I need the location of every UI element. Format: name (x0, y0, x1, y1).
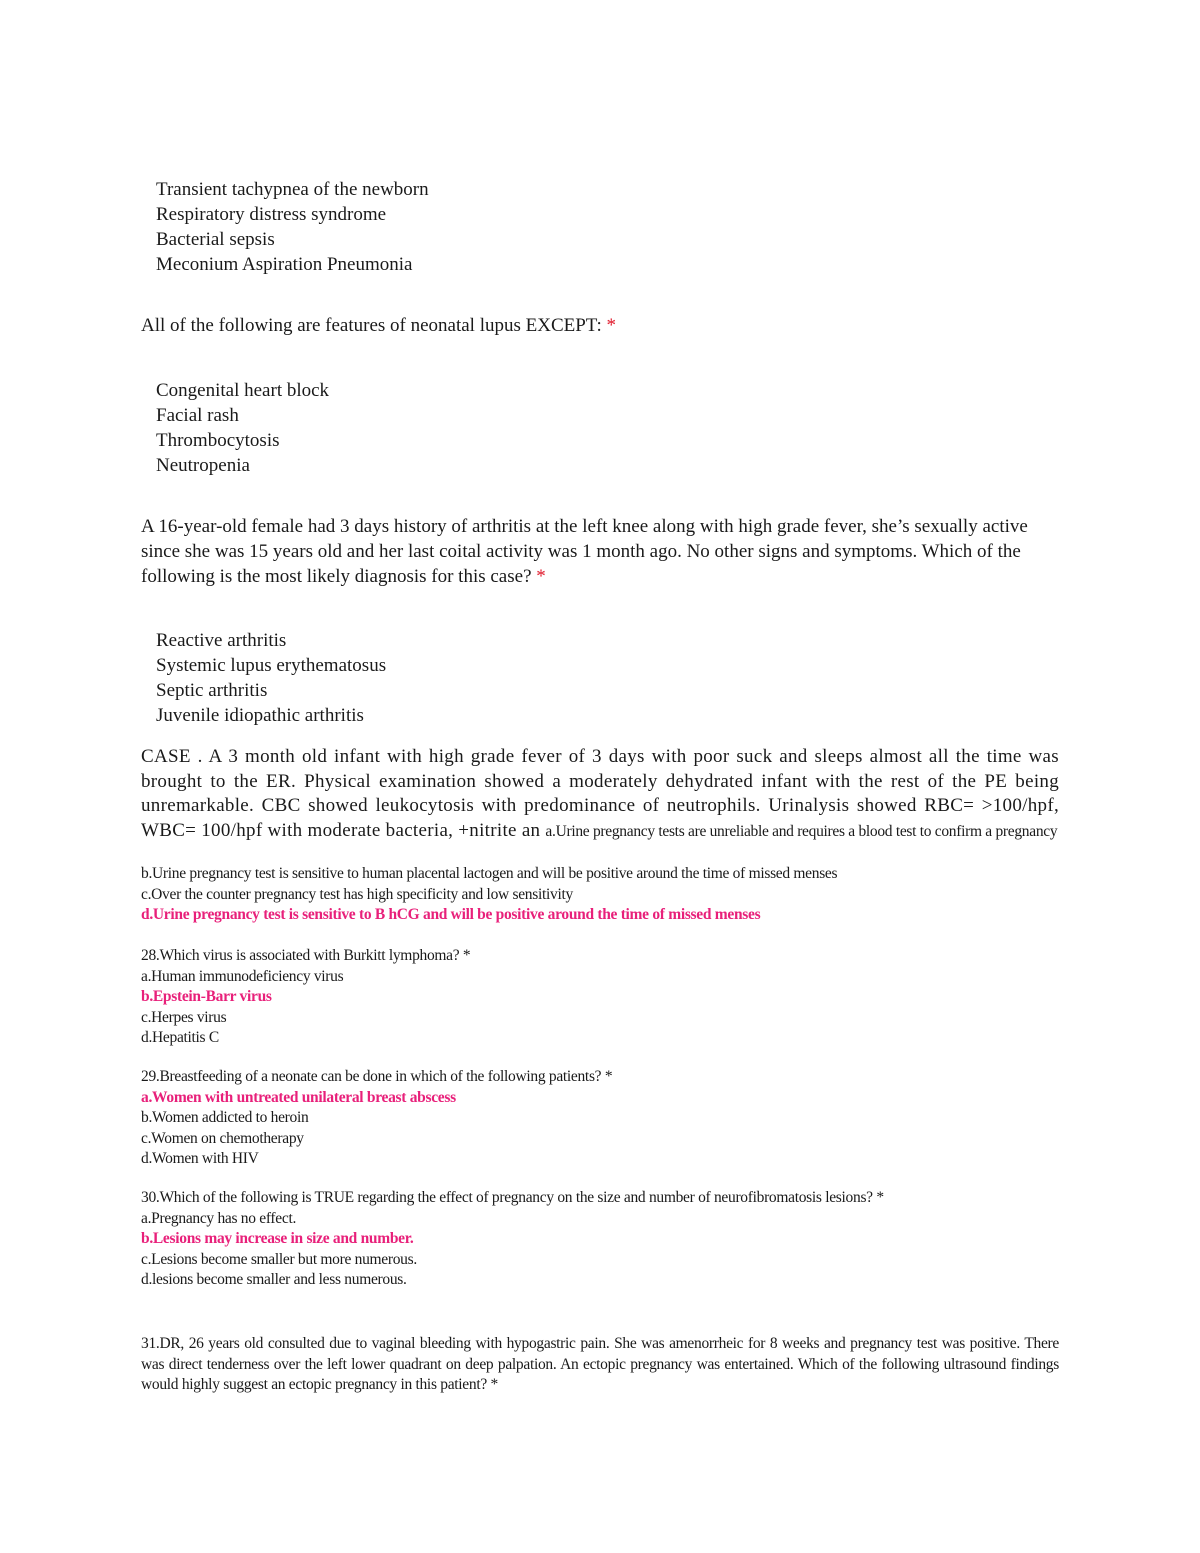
option-item: Meconium Aspiration Pneumonia (156, 254, 413, 275)
option-c: c.Lesions become smaller but more numerous. (141, 1250, 417, 1268)
option-a: a.Pregnancy has no effect. (141, 1209, 297, 1227)
required-marker: * (536, 566, 546, 587)
option-item: Neutropenia (156, 455, 250, 476)
question-options-respiratory (141, 177, 1059, 277)
question-arthritis (141, 514, 1057, 589)
option-c: c.Herpes virus (141, 1008, 227, 1026)
question-text: All of the following are features of neonatal lupus EXCEPT: (141, 315, 602, 336)
question-30 (141, 1188, 1059, 1291)
question-case-infant (141, 745, 1059, 844)
option-item: Transient tachypnea of the newborn (156, 179, 429, 200)
option-a: a.Human immunodeficiency virus (141, 967, 344, 985)
question-text: 30.Which of the following is TRUE regarding the effect of pregnancy on the size and number of neurofibromatosis lesions? * (141, 1189, 884, 1206)
required-marker: * (606, 315, 616, 336)
option-b-correct: b.Lesions may increase in size and number. (141, 1230, 414, 1247)
option-item: Respiratory distress syndrome (156, 204, 387, 225)
option-c: c.Women on chemotherapy (141, 1129, 304, 1147)
option-b-correct: b.Epstein-Barr virus (141, 988, 272, 1005)
question-text: A 16-year-old female had 3 days history of arthritis at the left knee along with high grade fever, she’s sexually active since she was 15 years old and her last coital activity was 1 month ago. No other signs and symptoms. Which of the following is the most likely diagnosis for this case? (141, 516, 1028, 587)
question-29 (141, 1067, 1059, 1170)
question-options-arthritis (141, 628, 1059, 728)
option-item: Reactive arthritis (156, 630, 287, 651)
question-text: 29.Breastfeeding of a neonate can be done in which of the following patients? * (141, 1068, 613, 1085)
question-options-lupus (141, 378, 1059, 478)
option-item: Systemic lupus erythematosus (156, 655, 387, 676)
case-text: CASE . A 3 month old infant with high grade fever of 3 days with poor suck and sleeps almost all the time was brought to the ER. Physical examination showed a moderately dehydrated infant with the rest of the PE being unremarkable. CBC showed leukocytosis with predominance of neutrophils. Urinalysis showed RBC= >100/hpf, WBC= 100/hpf with moderate bacteria, +nitrite an (141, 746, 1059, 841)
option-a: a.Urine pregnancy tests are unreliable and requires a blood test to confirm a pregnancy (545, 822, 1058, 840)
option-d: d.Hepatitis C (141, 1029, 219, 1046)
option-item: Septic arthritis (156, 680, 268, 701)
option-item: Facial rash (156, 405, 239, 426)
option-item: Thrombocytosis (156, 430, 280, 451)
question-text: 28.Which virus is associated with Burkitt lymphoma? * (141, 947, 471, 964)
question-neonatal-lupus (141, 313, 1059, 338)
option-item: Congenital heart block (156, 380, 330, 401)
option-d: d.Women with HIV (141, 1150, 259, 1167)
option-b: b.Urine pregnancy test is sensitive to human placental lactogen and will be positive around the time of missed menses (141, 865, 838, 882)
option-c: c.Over the counter pregnancy test has high specificity and low sensitivity (141, 885, 573, 903)
question-31 (141, 1334, 1059, 1396)
option-a-correct: a.Women with untreated unilateral breast abscess (141, 1088, 456, 1106)
option-d-correct: d.Urine pregnancy test is sensitive to B hCG and will be positive around the time of missed menses (141, 906, 761, 923)
option-item: Juvenile idiopathic arthritis (156, 705, 364, 726)
case-options (141, 864, 1059, 926)
question-text: 31.DR, 26 years old consulted due to vaginal bleeding with hypogastric pain. She was amenorrheic for 8 weeks and pregnancy test was positive. There was direct tenderness over the left lower quadrant on deep palpation. An ectopic pregnancy was entertained. Which of the following ultrasound findings would highly suggest an ectopic pregnancy in this patient? * (141, 1335, 1059, 1393)
option-d: d.lesions become smaller and less numerous. (141, 1271, 407, 1288)
option-b: b.Women addicted to heroin (141, 1109, 309, 1126)
question-28 (141, 946, 1059, 1049)
option-item: Bacterial sepsis (156, 229, 275, 250)
